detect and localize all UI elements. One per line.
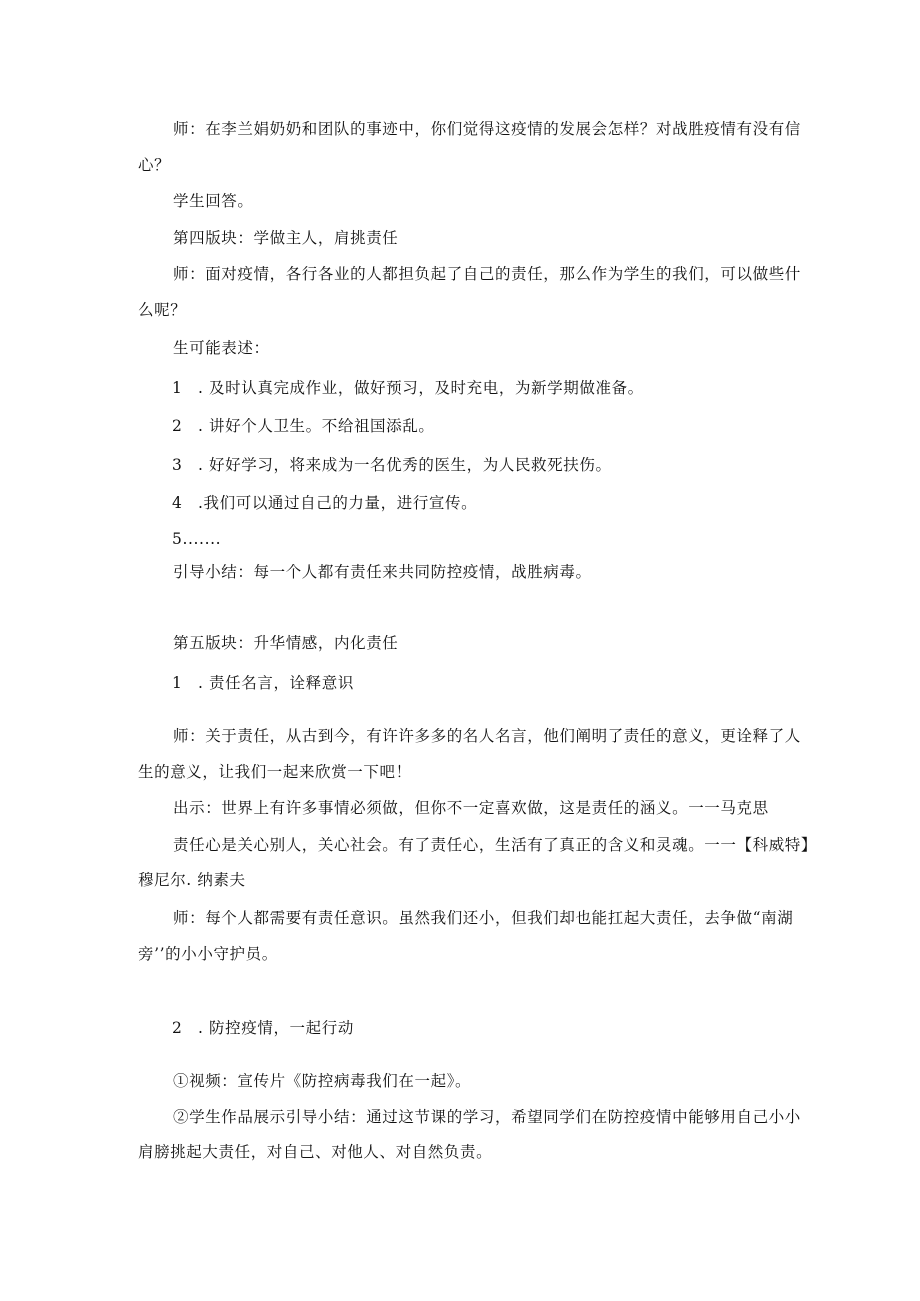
- paragraph-quotes-intro-cont: 生的意义，让我们一起来欣赏一下吧！: [138, 763, 412, 781]
- item-student-work: ②学生作品展示引导小结：通过这节课的学习，希望同学们在防控疫情中能够用自己小小: [173, 1108, 801, 1126]
- paragraph-teacher-prompt: 师：面对疫情，各行各业的人都担负起了自己的责任，那么作为学生的我们，可以做些什: [173, 265, 801, 283]
- list-item-number: 4: [172, 494, 183, 512]
- list-item-text: .我们可以通过自己的力量，进行宣传。: [198, 494, 478, 512]
- list-item-text: . 及时认真完成作业，做好预习，及时充电，为新学期做准备。: [198, 379, 644, 397]
- paragraph-teacher-prompt-cont: 么呢？: [138, 301, 187, 319]
- section-heading-5: 第五版块：升华情感，内化责任: [173, 634, 399, 652]
- paragraph-quotes-intro: 师：关于责任，从古到今，有许许多多的名人名言，他们阐明了责任的意义，更诠释了人: [173, 727, 801, 745]
- paragraph-student-may-say: 生可能表述：: [173, 339, 270, 357]
- paragraph-teacher-guardian-cont: 旁’’的小小守护员。: [138, 945, 278, 963]
- quote-nasef-author: 穆尼尔. 纳素夫: [138, 871, 246, 889]
- paragraph-teacher-question: 师：在李兰娟奶奶和团队的事迹中，你们觉得这疫情的发展会怎样？对战胜疫情有没有信: [173, 120, 801, 138]
- paragraph-student-answer: 学生回答。: [173, 192, 254, 210]
- subsection-heading-1: [172, 673, 354, 693]
- list-item-text: . 讲好个人卫生。不给祖国添乱。: [198, 417, 435, 435]
- quote-marx: 出示：世界上有许多事情必须做，但你不一定喜欢做，这是责任的涵义。一一马克思: [173, 799, 769, 817]
- subsection-number: 2: [172, 1019, 183, 1037]
- item-video: ①视频：宣传片《防控病毒我们在一起》。: [173, 1072, 472, 1090]
- list-item: [172, 493, 477, 513]
- list-item-text: . 好好学习，将来成为一名优秀的医生，为人民救死扶伤。: [198, 456, 612, 474]
- paragraph-teacher-question-cont: 心？: [138, 156, 171, 174]
- list-item-more: 5.......: [172, 530, 222, 548]
- list-item: [172, 378, 644, 398]
- summary-1: 引导小结：每一个人都有责任来共同防控疫情，战胜病毒。: [173, 563, 592, 581]
- quote-nasef: 责任心是关心别人，关心社会。有了责任心，生活有了真正的含义和灵魂。一一【科威特】: [173, 836, 818, 854]
- list-item: [172, 455, 612, 475]
- list-item-number: 1: [172, 379, 183, 397]
- list-item-number: 2: [172, 417, 183, 435]
- section-heading-4: 第四版块：学做主人，肩挑责任: [173, 229, 399, 247]
- list-item: [172, 416, 434, 436]
- list-item-number: 3: [172, 456, 183, 474]
- subsection-title: . 防控疫情，一起行动: [198, 1019, 354, 1037]
- subsection-number: 1: [172, 674, 183, 692]
- subsection-heading-2: [172, 1018, 354, 1038]
- paragraph-teacher-guardian: 师：每个人都需要有责任意识。虽然我们还小，但我们却也能扛起大责任，去争做“南湖: [173, 909, 794, 927]
- item-student-work-cont: 肩膀挑起大责任，对自己、对他人、对自然负责。: [138, 1143, 493, 1161]
- subsection-title: . 责任名言，诠释意识: [198, 674, 354, 692]
